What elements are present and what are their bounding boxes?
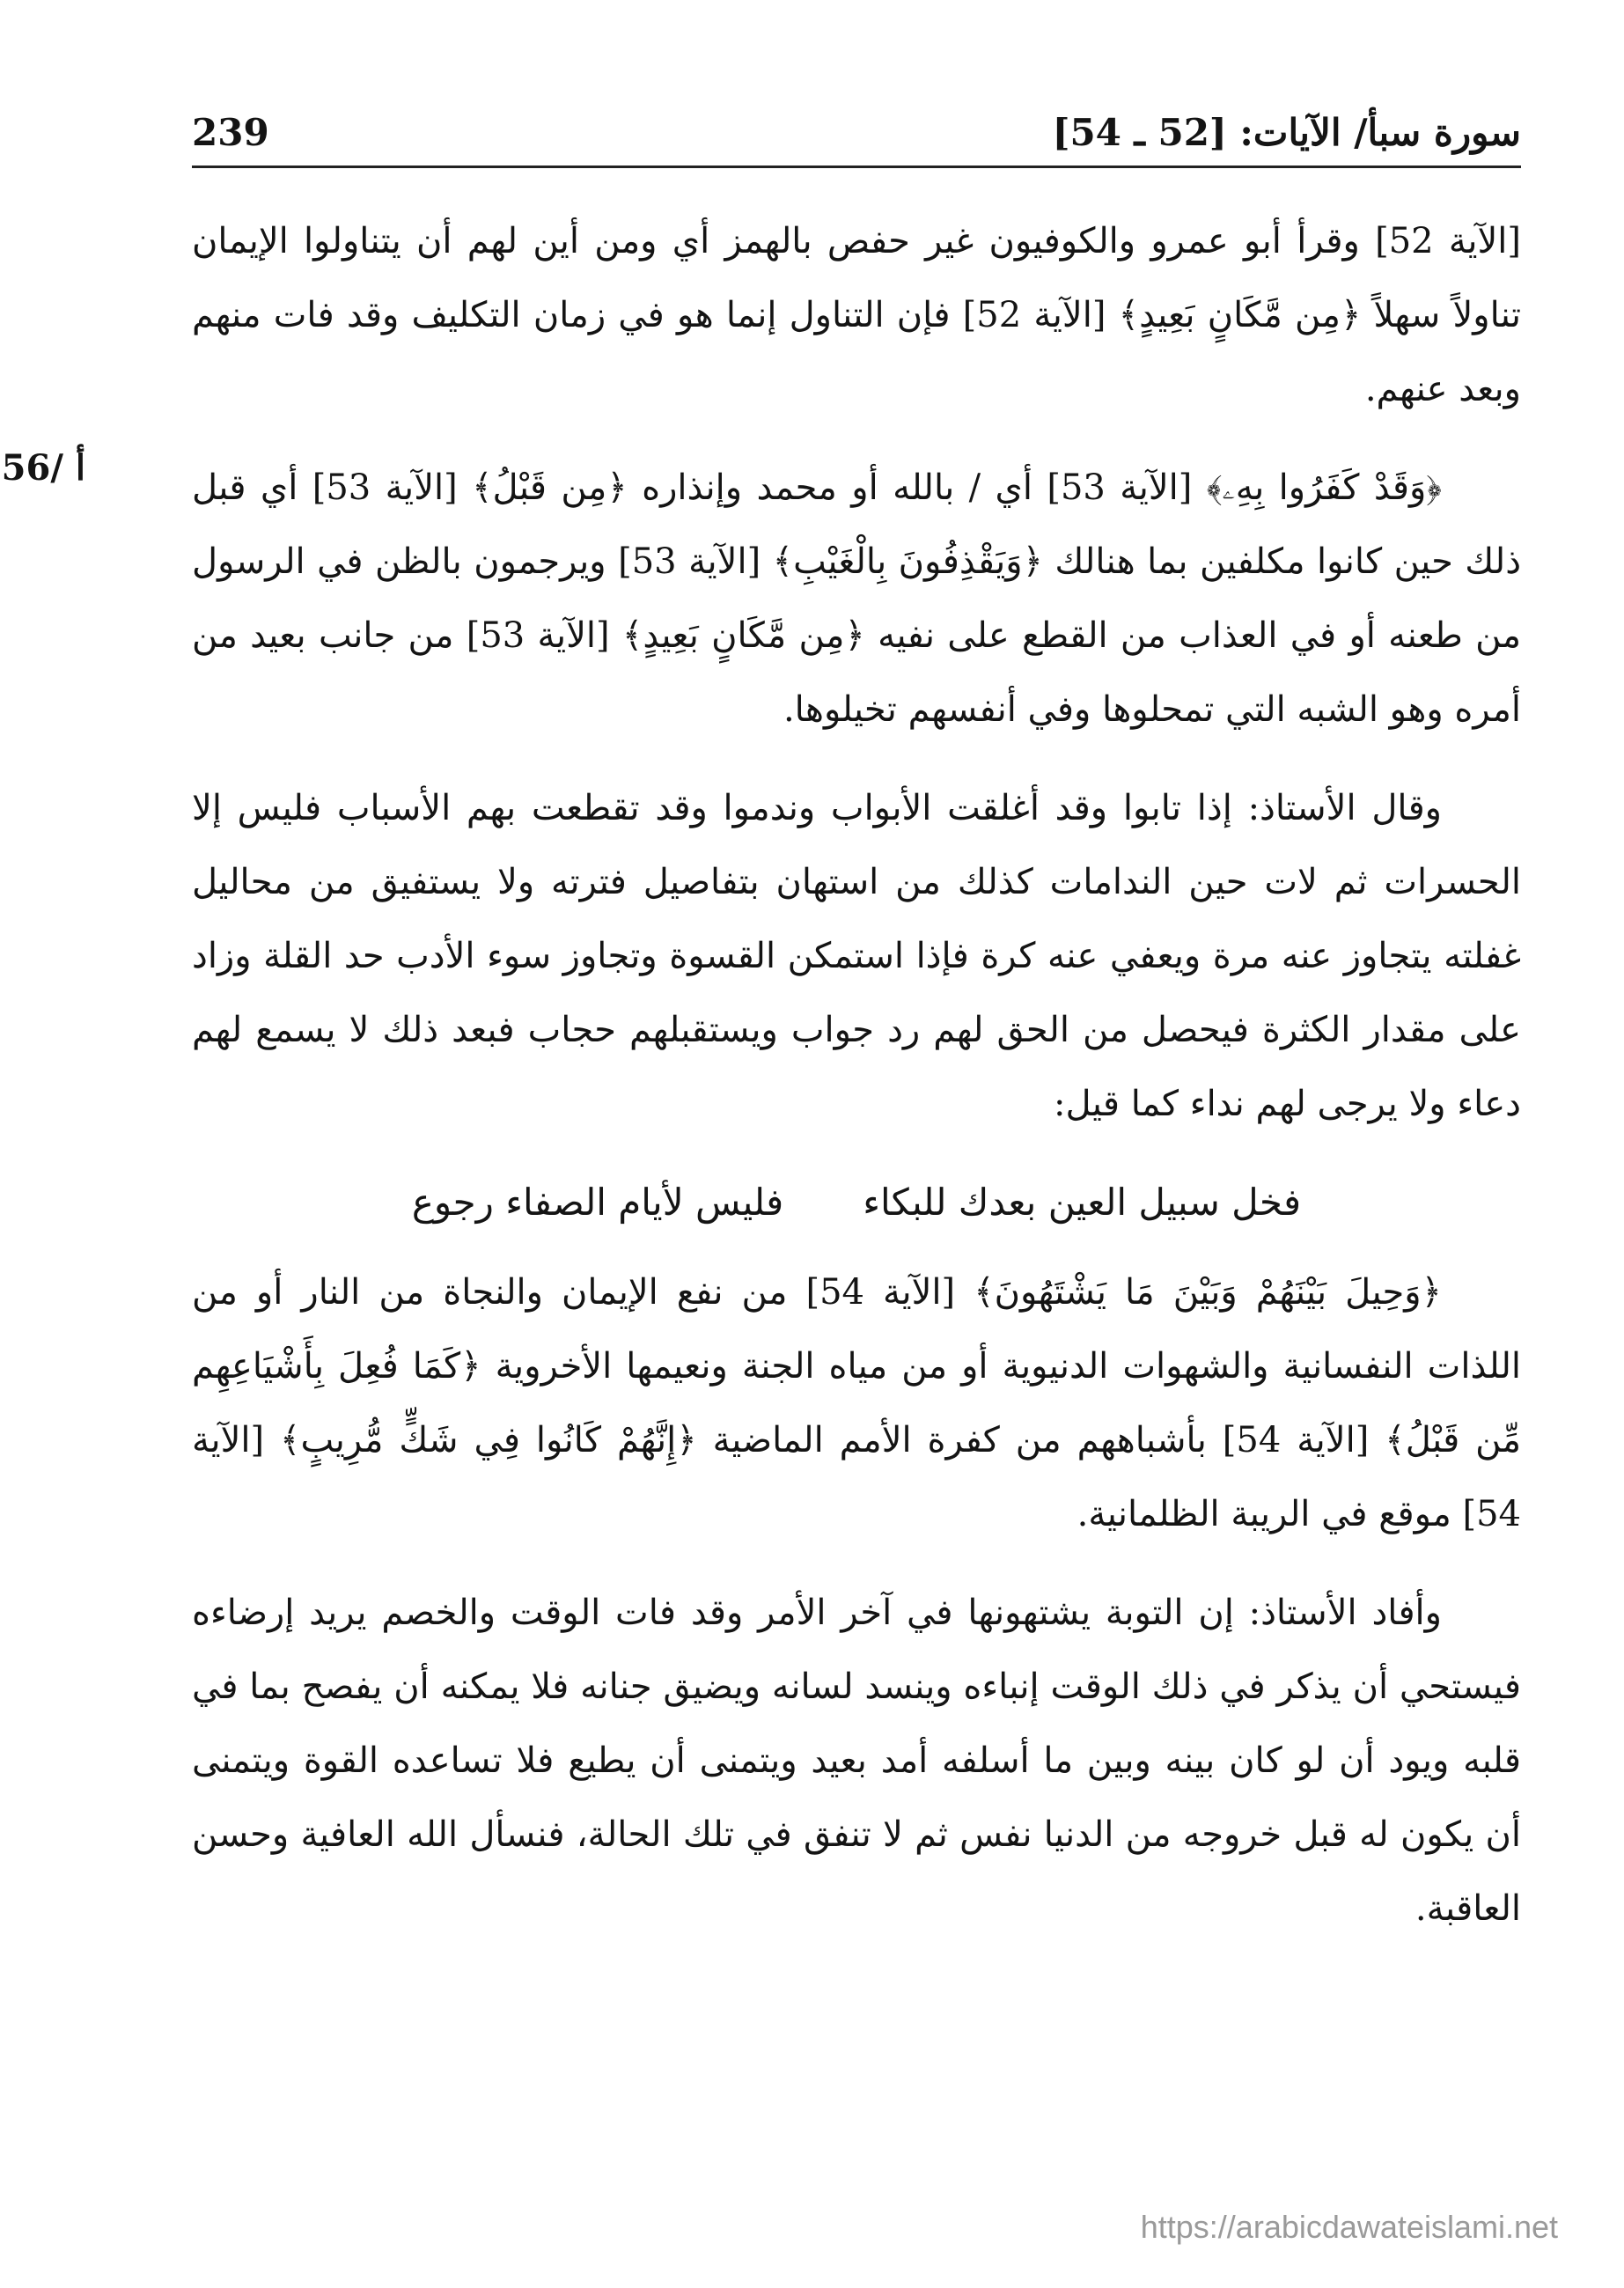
paragraph-2: ﴿وَقَدْ كَفَرُوا بِهِۦ﴾ [الآية 53] أي / بالله أو محمد وإنذاره ﴿مِن قَبْلُ﴾ [الآية 53] أي قبل ذلك حين كانوا مكلفين بما هنالك ﴿وَيَقْذِفُونَ بِالْغَيْبِ﴾ [الآية 53] ويرجمون بالظن في الرسول من طعنه أو في العذاب من القطع على نفيه ﴿مِن مَّكَانٍ بَعِيدٍ﴾ [الآية 53] من جانب بعيد من أمره وهو الشبه التي تمحلوها وفي أنفسهم تخيلوها. [192, 467, 1522, 730]
running-title: سورة سبأ/ الآيات: [52 ـ 54] [1052, 110, 1521, 154]
poetry-verse [192, 1166, 1521, 1240]
verse-right-hemistich: فخل سبيل العين بعدك للبكاء [863, 1181, 1302, 1224]
body-text [192, 204, 1521, 1946]
paragraph-3: وقال الأستاذ: إذا تابوا وقد أغلقت الأبواب وندموا وقد تقطعت بهم الأسباب فليس إلا الحسرات ثم لات حين الندامات كذلك من استهان بتفاصيل فترته ولا يستفيق من محاليل غفلته يتجاوز عنه مرة ويعفي عنه كرة فإذا استمكن القسوة وتجاوز سوء الأدب حد القلة وزاد على مقدار الكثرة فيحصل من الحق لهم رد جواب ويستقبلهم حجاب فبعد ذلك لا يسمع لهم دعاء ولا يرجى لهم نداء كما قيل: [192, 788, 1522, 1124]
header-rule [192, 166, 1521, 168]
paragraph-1: [الآية 52] وقرأ أبو عمرو والكوفيون غير حفص بالهمز أي ومن أين لهم أن يتناولوا الإيمان تناولاً سهلاً ﴿مِن مَّكَانٍ بَعِيدٍ﴾ [الآية 52] فإن التناول إنما هو في زمان التكليف وقد فات منهم وبعد عنهم. [192, 221, 1521, 409]
manuscript-folio-marker: 56/ أ [1, 447, 85, 489]
page-header [192, 104, 1521, 160]
paragraph-4: ﴿وَحِيلَ بَيْنَهُمْ وَبَيْنَ مَا يَشْتَهُونَ﴾ [الآية 54] من نفع الإيمان والنجاة من النار أو من اللذات النفسانية والشهوات الدنيوية أو من مياه الجنة ونعيمها الأخروية ﴿كَمَا فُعِلَ بِأَشْيَاعِهِم مِّن قَبْلُ﴾ [الآية 54] بأشباههم من كفرة الأمم الماضية ﴿إِنَّهُمْ كَانُوا فِي شَكٍّ مُّرِيبٍ﴾ [الآية 54] موقع في الريبة الظلمانية. [192, 1272, 1522, 1534]
page-number: 239 [192, 110, 269, 154]
watermark-url: https://arabicdawateislami.net [1140, 2209, 1558, 2245]
verse-left-hemistich: فليس لأيام الصفاء رجوع [411, 1181, 784, 1224]
paragraph-5: وأفاد الأستاذ: إن التوبة يشتهونها في آخر الأمر وقد فات الوقت والخصم يريد إرضاءه فيستحي أن يذكر في ذلك الوقت إنباءه وينسد لسانه ويضيق جنانه فلا يمكنه أن يفصح بما في قلبه ويود أن لو كان بينه وبين ما أسلفه أمد بعيد ويتمنى أن يطيع فلا تساعده القوة ويتمنى أن يكون له قبل خروجه من الدنيا نفس ثم لا تنفق في تلك الحالة، فنسأل الله العافية وحسن العاقبة. [192, 1593, 1522, 1929]
